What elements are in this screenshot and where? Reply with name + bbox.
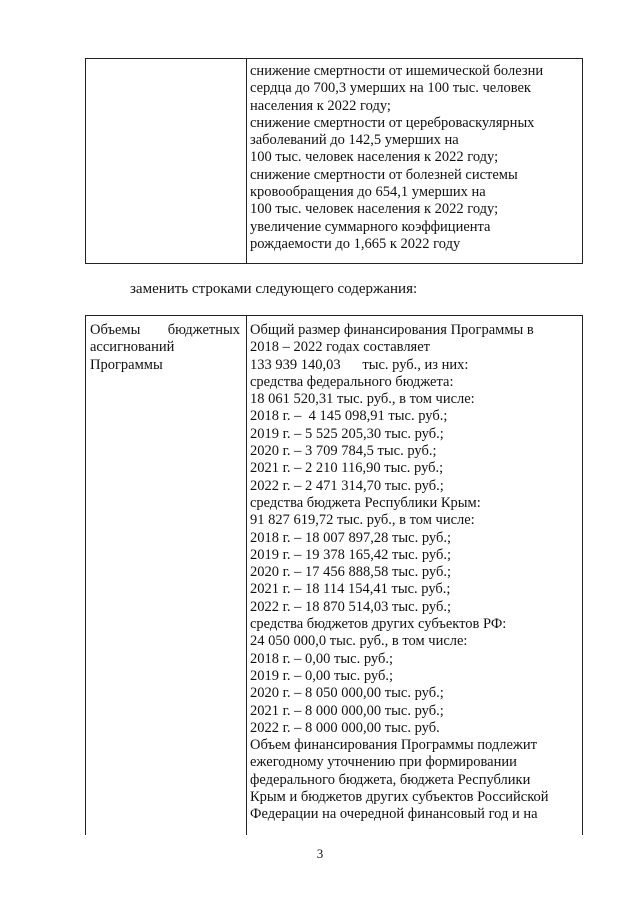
funding-details-cell bbox=[250, 322, 580, 824]
text-line: 2020 г. – 17 456 888,58 тыс. руб.; bbox=[250, 564, 451, 581]
text-line: 2022 г. – 2 471 314,70 тыс. руб.; bbox=[250, 477, 444, 494]
budget-allocation-table bbox=[85, 315, 583, 835]
text-line: 2022 г. – 8 000 000,00 тыс. руб. bbox=[250, 719, 440, 736]
row-heading-line: Программы bbox=[90, 356, 163, 373]
text-line: средства бюджета Республики Крым: bbox=[250, 494, 481, 511]
text-line: кровообращения до 654,1 умерших на bbox=[250, 184, 486, 201]
row-heading-word: Объемы bbox=[90, 322, 141, 338]
text-line: населения к 2022 году; bbox=[250, 97, 391, 114]
text-line: федерального бюджета, бюджета Республики bbox=[250, 771, 531, 788]
text-line: 2022 г. – 18 870 514,03 тыс. руб.; bbox=[250, 598, 451, 615]
previous-text-table bbox=[85, 58, 583, 264]
text-line: снижение смертности от цереброваскулярных bbox=[250, 114, 535, 131]
text-line: 2019 г. – 0,00 тыс. руб.; bbox=[250, 667, 393, 684]
text-line: 2018 – 2022 годах составляет bbox=[250, 339, 430, 356]
previous-text-cell bbox=[250, 63, 580, 253]
text-line: 100 тыс. человек населения к 2022 году; bbox=[250, 201, 499, 218]
text-line: средства федерального бюджета: bbox=[250, 373, 454, 390]
text-line: 2018 г. – 4 145 098,91 тыс. руб.; bbox=[250, 408, 448, 425]
text-line: 133 939 140,03 тыс. руб., из них: bbox=[250, 356, 469, 373]
text-line: 2021 г. – 8 000 000,00 тыс. руб.; bbox=[250, 702, 444, 719]
text-line: 2021 г. – 18 114 154,41 тыс. руб.; bbox=[250, 581, 451, 598]
page-number: 3 bbox=[316, 846, 324, 861]
text-line: заболеваний до 142,5 умерших на bbox=[250, 132, 459, 149]
row-heading-cell bbox=[90, 322, 244, 374]
text-line: 2021 г. – 2 210 116,90 тыс. руб.; bbox=[250, 460, 444, 477]
row-heading-line: ассигнований bbox=[90, 339, 175, 356]
replacement-intro-text: заменить строками следующего содержания: bbox=[130, 281, 418, 297]
text-line: 18 061 520,31 тыс. руб., в том числе: bbox=[250, 391, 475, 408]
text-line: средства бюджетов других субъектов РФ: bbox=[250, 616, 507, 633]
text-line: сердца до 700,3 умерших на 100 тыс. человек bbox=[250, 80, 531, 97]
text-line: снижение смертности от ишемической болезни bbox=[250, 63, 544, 79]
text-line: Федерации на очередной финансовый год и на bbox=[250, 806, 538, 823]
text-line: 2020 г. – 3 709 784,5 тыс. руб.; bbox=[250, 443, 437, 460]
text-line: 2018 г. – 18 007 897,28 тыс. руб.; bbox=[250, 529, 451, 546]
text-line: 2019 г. – 5 525 205,30 тыс. руб.; bbox=[250, 425, 444, 442]
text-line: 2020 г. – 8 050 000,00 тыс. руб.; bbox=[250, 685, 444, 702]
text-line: Объем финансирования Программы подлежит bbox=[250, 737, 538, 754]
text-line: Крым и бюджетов других субъектов Российской bbox=[250, 789, 549, 806]
row-heading-line bbox=[90, 322, 240, 339]
text-line: 91 827 619,72 тыс. руб., в том числе: bbox=[250, 512, 475, 529]
text-line: увеличение суммарного коэффициента bbox=[250, 218, 491, 235]
row-heading-word: бюджетных bbox=[167, 322, 240, 338]
text-line: рождаемости до 1,665 к 2022 году bbox=[250, 235, 461, 252]
column-divider bbox=[246, 59, 247, 263]
column-divider bbox=[246, 316, 247, 835]
text-line: Общий размер финансирования Программы в bbox=[250, 322, 534, 338]
text-line: снижение смертности от болезней системы bbox=[250, 166, 518, 183]
text-line: 2018 г. – 0,00 тыс. руб.; bbox=[250, 650, 393, 667]
text-line: 2019 г. – 19 378 165,42 тыс. руб.; bbox=[250, 546, 451, 563]
text-line: 24 050 000,0 тыс. руб., в том числе: bbox=[250, 633, 468, 650]
text-line: ежегодному уточнению при формировании bbox=[250, 754, 517, 771]
text-line: 100 тыс. человек населения к 2022 году; bbox=[250, 149, 499, 166]
